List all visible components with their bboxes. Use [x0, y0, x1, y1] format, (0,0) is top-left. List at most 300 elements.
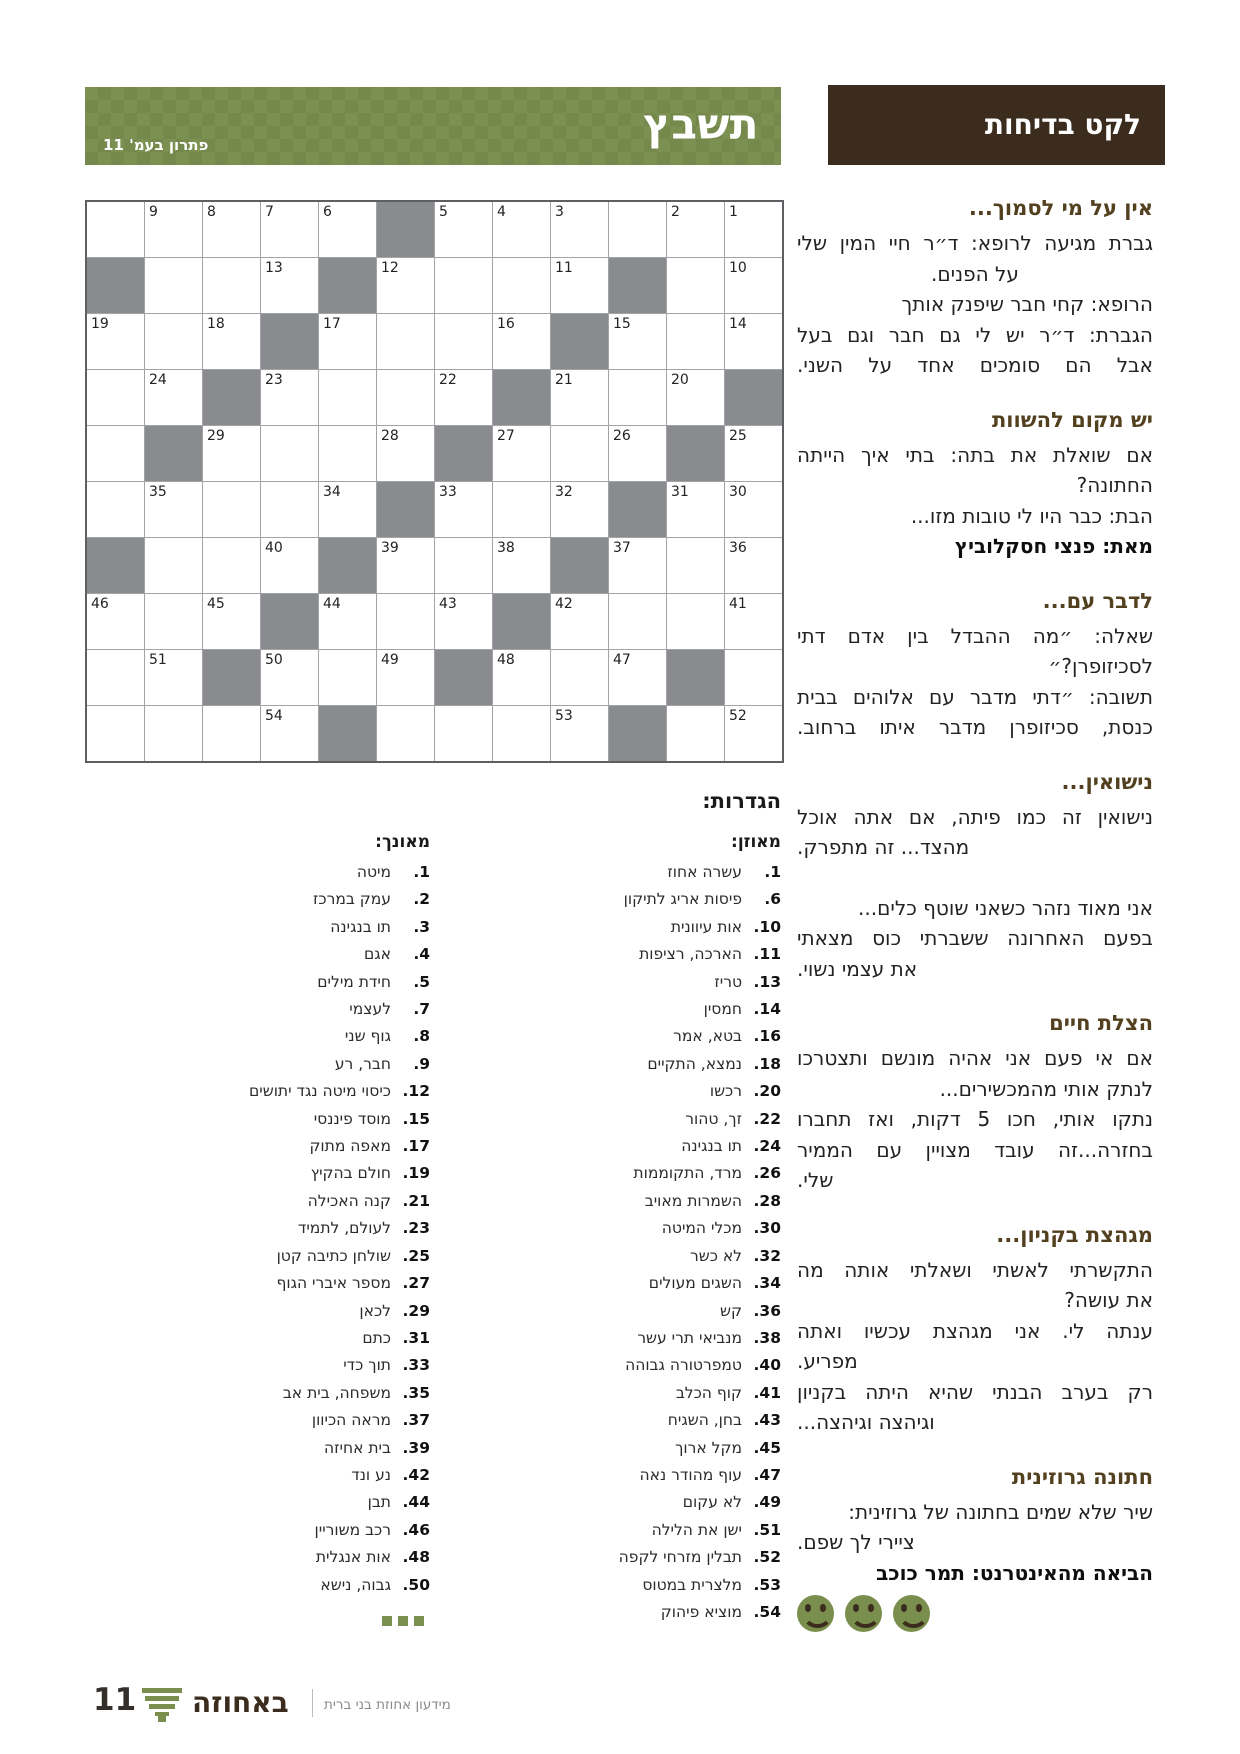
across-clue — [469, 1188, 781, 1215]
clue-text: מוסד פיננסי — [313, 1109, 391, 1128]
clue-number: 1. — [764, 863, 781, 881]
clue-text: אות אנגלית — [315, 1548, 391, 1567]
down-clue — [90, 1270, 430, 1297]
cell-number: 54 — [265, 708, 283, 724]
grid-cell — [609, 314, 666, 369]
across-clue — [469, 1572, 781, 1599]
grid-cell — [551, 482, 608, 537]
grid-cell — [261, 650, 318, 705]
down-clue — [90, 1489, 430, 1516]
grid-cell — [87, 202, 144, 257]
clue-text: תבלין מזרחי לקפה — [618, 1548, 742, 1567]
clue-number: 8. — [413, 1027, 430, 1046]
black-cell — [145, 426, 202, 481]
cell-number: 37 — [613, 540, 631, 556]
clue-number: 54. — [753, 1602, 781, 1621]
cell-number: 15 — [613, 316, 631, 332]
across-clue — [469, 914, 781, 941]
down-clue — [90, 1023, 430, 1050]
down-clue — [90, 1078, 430, 1105]
cell-number: 4 — [497, 204, 506, 220]
grid-cell — [725, 314, 782, 369]
cell-number: 23 — [265, 372, 283, 388]
joke-byline: הביאה מהאינטרנט: תמר כוכב — [876, 1560, 1153, 1585]
definitions-title: הגדרות: — [702, 789, 781, 813]
joke-line: תשובה: ״דתי מדבר עם אלוהים בבית — [797, 684, 1153, 709]
grid-cell — [609, 594, 666, 649]
clue-text: ישן את הלילה — [651, 1520, 742, 1539]
clue-number: 46. — [402, 1520, 430, 1539]
joke-title: הצלת חיים — [1049, 1011, 1153, 1035]
clue-number: 4. — [413, 945, 430, 964]
grid-cell — [203, 314, 260, 369]
clue-number: 38. — [753, 1328, 781, 1347]
clue-text: לא עקום — [682, 1493, 742, 1512]
grid-cell — [319, 650, 376, 705]
grid-cell — [551, 258, 608, 313]
joke-line: בחזרה...זה עובד מצויין עם הממיר — [797, 1137, 1153, 1162]
clue-number: 13. — [753, 972, 781, 991]
jokes-section-title: לקט בדיחות — [984, 107, 1141, 141]
clue-text: לא כשר — [689, 1246, 742, 1265]
black-cell — [261, 314, 318, 369]
clue-text: בחן, השגיח — [667, 1411, 742, 1430]
jokes-column — [797, 197, 1153, 1635]
clue-number: 29. — [402, 1301, 430, 1320]
clue-text: עמק במרכז — [313, 890, 391, 909]
cell-number: 22 — [439, 372, 457, 388]
clue-number: 48. — [402, 1548, 430, 1567]
smileys-row — [797, 1595, 1153, 1635]
clue-number: 10. — [753, 917, 781, 936]
clue-number: 17. — [402, 1137, 430, 1156]
across-clue — [469, 1160, 781, 1187]
down-clue — [90, 1544, 430, 1571]
grid-cell — [145, 314, 202, 369]
cell-number: 39 — [381, 540, 399, 556]
grid-cell — [261, 202, 318, 257]
joke-line: אבל הם סומכים אחד על השני. — [797, 353, 1153, 377]
joke-section — [797, 590, 1153, 743]
down-clue — [90, 1572, 430, 1599]
clue-number: 45. — [753, 1438, 781, 1457]
down-clue — [90, 914, 430, 941]
black-cell — [493, 594, 550, 649]
grid-cell — [725, 482, 782, 537]
across-clue — [469, 1599, 781, 1626]
joke-section — [797, 771, 1153, 985]
black-cell — [319, 258, 376, 313]
clue-text: תוך כדי — [343, 1356, 391, 1375]
grid-cell — [493, 202, 550, 257]
clue-number: 9. — [413, 1054, 430, 1073]
grid-cell — [145, 482, 202, 537]
grid-cell — [725, 426, 782, 481]
joke-line: לסכיזופרן?״ — [1048, 654, 1153, 678]
cell-number: 45 — [207, 596, 225, 612]
clue-text: פיסות אריג לתיקון — [623, 890, 742, 909]
grid-cell — [667, 314, 724, 369]
grid-cell — [435, 258, 492, 313]
cell-number: 52 — [729, 708, 747, 724]
black-cell — [551, 538, 608, 593]
joke-title: נישואין... — [1061, 769, 1153, 794]
grid-cell — [667, 538, 724, 593]
cell-number: 20 — [671, 372, 689, 388]
clue-number: 33. — [402, 1356, 430, 1375]
grid-cell — [493, 314, 550, 369]
clue-text: מרד, התקוממות — [633, 1164, 742, 1183]
grid-cell — [435, 370, 492, 425]
down-clue — [90, 941, 430, 968]
cell-number: 33 — [439, 484, 457, 500]
clue-text: עשרה אחוז — [667, 863, 742, 881]
grid-cell — [493, 650, 550, 705]
clue-text: רכב משוריין — [314, 1520, 391, 1539]
grid-cell — [319, 370, 376, 425]
clue-number: 37. — [402, 1411, 430, 1430]
grid-cell — [609, 650, 666, 705]
down-clue — [90, 1243, 430, 1270]
grid-cell — [377, 426, 434, 481]
grid-cell — [725, 706, 782, 761]
cell-number: 9 — [149, 204, 158, 220]
down-clue — [90, 1051, 430, 1078]
joke-line: רק בערב הבנתי שהיא היתה בקניון — [797, 1379, 1153, 1404]
down-clue — [90, 969, 430, 996]
grid-cell — [435, 538, 492, 593]
grid-cell — [87, 370, 144, 425]
grid-cell — [435, 314, 492, 369]
down-clue — [90, 1106, 430, 1133]
grid-cell — [725, 594, 782, 649]
cell-number: 26 — [613, 428, 631, 444]
across-clue — [469, 941, 781, 968]
cell-number: 42 — [555, 596, 573, 612]
cell-number: 3 — [555, 204, 564, 220]
clue-text: זך, טהור — [685, 1109, 742, 1128]
clue-number: 14. — [753, 1000, 781, 1019]
across-clue — [469, 1517, 781, 1544]
down-clues-column — [90, 832, 430, 1630]
grid-cell — [667, 202, 724, 257]
clue-text: קוף הכלב — [675, 1383, 742, 1402]
joke-line: נתקו אותי, חכו 5 דקות, ואז תחברו — [797, 1107, 1153, 1131]
grid-cell — [377, 258, 434, 313]
across-clue — [469, 1489, 781, 1516]
clue-number: 18. — [753, 1054, 781, 1073]
joke-section — [797, 409, 1153, 562]
joke-line: וגיהצה וגיהצה... — [797, 1410, 935, 1434]
clue-text: מספר איברי הגוף — [276, 1274, 391, 1293]
across-clues-column — [469, 832, 781, 1626]
black-cell — [261, 594, 318, 649]
across-clues-list — [469, 859, 781, 1626]
joke-line: שיר שלא שמים בחתונה של גרוזינית: — [848, 1499, 1153, 1524]
clue-number: 11. — [753, 945, 781, 964]
black-cell — [493, 370, 550, 425]
smiley-icon — [893, 1595, 930, 1632]
down-clue — [90, 1160, 430, 1187]
joke-title: מגהצת בקניון... — [996, 1222, 1153, 1247]
grid-cell — [551, 202, 608, 257]
clue-text: גוף שני — [344, 1027, 391, 1046]
crossword-grid — [85, 200, 784, 763]
page-number: 11 — [93, 1682, 137, 1718]
cell-number: 18 — [207, 316, 225, 332]
clue-text: תבן — [367, 1493, 391, 1512]
clue-text: בית אחיזה — [324, 1438, 391, 1457]
clue-text: מקל ארוך — [675, 1438, 742, 1457]
grid-cell — [261, 258, 318, 313]
cell-number: 38 — [497, 540, 515, 556]
black-cell — [87, 538, 144, 593]
cell-number: 46 — [91, 596, 109, 612]
clue-text: תו בנגינה — [681, 1137, 742, 1156]
down-clue — [90, 1380, 430, 1407]
joke-line: מפריע. — [797, 1349, 858, 1373]
down-clue — [90, 1215, 430, 1242]
cell-number: 48 — [497, 652, 515, 668]
clue-number: 7. — [413, 1000, 430, 1019]
grid-cell — [319, 426, 376, 481]
grid-cell — [377, 650, 434, 705]
cell-number: 2 — [671, 204, 680, 220]
black-cell — [551, 314, 608, 369]
grid-cell — [725, 258, 782, 313]
clue-number: 28. — [753, 1191, 781, 1210]
cell-number: 50 — [265, 652, 283, 668]
clue-number: 42. — [402, 1465, 430, 1484]
clue-number: 50. — [402, 1575, 430, 1594]
clue-text: נמצא, התקיים — [647, 1054, 742, 1073]
joke-title: יש מקום להשוות — [991, 407, 1153, 432]
grid-cell — [145, 202, 202, 257]
down-clue — [90, 859, 430, 886]
clue-text: שולחן כתיבה קטן — [276, 1246, 391, 1265]
clue-number: 43. — [753, 1411, 781, 1430]
clue-number: 6. — [764, 890, 781, 909]
clue-text: הארכה, רציפות — [639, 945, 742, 964]
grid-cell — [319, 482, 376, 537]
clue-number: 44. — [402, 1493, 430, 1512]
black-cell — [203, 370, 260, 425]
clue-text: מלצרית במטוס — [642, 1575, 742, 1594]
down-label: מאונך: — [375, 832, 430, 852]
joke-line: הבת: כבר היו לי טובות מזו... — [910, 503, 1153, 528]
cell-number: 14 — [729, 316, 747, 332]
cell-number: 51 — [149, 652, 167, 668]
clue-number: 32. — [753, 1246, 781, 1265]
joke-title: לדבר עם... — [1042, 588, 1153, 613]
clue-number: 5. — [413, 972, 430, 991]
down-clue — [90, 886, 430, 913]
cell-number: 36 — [729, 540, 747, 556]
clue-number: 39. — [402, 1438, 430, 1457]
across-clue — [469, 1380, 781, 1407]
clue-text: אות עיוונית — [670, 917, 742, 936]
clue-number: 16. — [753, 1027, 781, 1046]
cell-number: 34 — [323, 484, 341, 500]
cell-number: 7 — [265, 204, 274, 220]
joke-line: שאלה: ״מה ההבדל בין אדם דתי — [797, 623, 1153, 648]
across-clue — [469, 1352, 781, 1379]
across-clue — [469, 1078, 781, 1105]
clue-number: 22. — [753, 1109, 781, 1128]
grid-cell — [203, 426, 260, 481]
joke-line: הגברת: ד״ר יש לי גם חבר וגם בעל — [797, 322, 1153, 347]
clue-text: טמפרטורה גבוהה — [625, 1356, 742, 1375]
grid-cell — [203, 706, 260, 761]
down-clue — [90, 1407, 430, 1434]
black-cell — [667, 650, 724, 705]
clue-text: נע ונד — [351, 1465, 391, 1484]
black-cell — [725, 370, 782, 425]
joke-line: אני מאוד נזהר כשאני שוטף כלים... — [858, 895, 1153, 920]
clue-text: חמסין — [703, 1000, 742, 1019]
clue-number: 25. — [402, 1246, 430, 1265]
clue-text: לכאן — [359, 1301, 391, 1320]
across-clue — [469, 1270, 781, 1297]
across-clue — [469, 1298, 781, 1325]
joke-line: כנסת, סכיזופרן מדבר איתו ברחוב. — [797, 715, 1153, 739]
clue-text: מכלי המיטה — [661, 1219, 742, 1238]
black-cell — [203, 650, 260, 705]
across-clue — [469, 1325, 781, 1352]
grid-cell — [87, 426, 144, 481]
grid-cell — [435, 202, 492, 257]
black-cell — [319, 706, 376, 761]
grid-cell — [145, 594, 202, 649]
clue-number: 12. — [402, 1082, 430, 1101]
clue-text: טריז — [714, 972, 742, 991]
grid-cell — [551, 426, 608, 481]
down-clue — [90, 1133, 430, 1160]
grid-cell — [87, 594, 144, 649]
black-cell — [435, 426, 492, 481]
clue-number: 23. — [402, 1219, 430, 1238]
across-clue — [469, 1435, 781, 1462]
grid-cell — [203, 482, 260, 537]
joke-line: בפעם האחרונה ששברתי כוס מצאתי — [797, 926, 1153, 950]
grid-cell — [435, 706, 492, 761]
clue-number: 35. — [402, 1383, 430, 1402]
clue-text: לעצמי — [349, 1000, 391, 1019]
joke-section — [797, 197, 1153, 381]
cell-number: 11 — [555, 260, 573, 276]
grid-cell — [145, 706, 202, 761]
cell-number: 53 — [555, 708, 573, 724]
across-clue — [469, 1051, 781, 1078]
joke-line: את עצמי נשוי. — [797, 956, 918, 981]
grid-cell — [319, 594, 376, 649]
joke-line: ענתה לי. אני מגהצת עכשיו ואתה — [797, 1318, 1153, 1343]
down-clue — [90, 1435, 430, 1462]
cell-number: 5 — [439, 204, 448, 220]
joke-line: מהצד... זה מתפרק. — [797, 835, 970, 859]
clue-number: 53. — [753, 1575, 781, 1594]
cell-number: 21 — [555, 372, 573, 388]
clue-text: חידת מילים — [317, 972, 391, 991]
down-clue — [90, 1188, 430, 1215]
clue-text: מראה הכיוון — [311, 1411, 391, 1430]
menorah-logo-icon — [141, 1687, 183, 1727]
grid-cell — [667, 706, 724, 761]
clue-text: לעולם, לתמיד — [297, 1219, 391, 1238]
clue-text: מאפה מתוק — [309, 1137, 391, 1156]
cell-number: 49 — [381, 652, 399, 668]
grid-cell — [145, 650, 202, 705]
cell-number: 43 — [439, 596, 457, 612]
clue-number: 24. — [753, 1137, 781, 1156]
grid-cell — [609, 202, 666, 257]
brand-name: באחוזה — [192, 1686, 289, 1719]
clue-number: 27. — [402, 1274, 430, 1293]
joke-line: על הפנים. — [931, 261, 1019, 286]
smiley-icon — [845, 1595, 882, 1632]
cell-number: 6 — [323, 204, 332, 220]
joke-line: נישואין זה כמו פיתה, אם אתה אוכל — [797, 804, 1153, 829]
black-cell — [435, 650, 492, 705]
clue-text: בטא, אמר — [673, 1027, 742, 1046]
clue-text: מיטה — [356, 863, 391, 881]
grid-cell — [609, 426, 666, 481]
clue-number: 52. — [753, 1548, 781, 1567]
clue-number: 3. — [413, 917, 430, 936]
grid-cell — [435, 482, 492, 537]
down-clue — [90, 996, 430, 1023]
grid-cell — [435, 594, 492, 649]
grid-cell — [261, 426, 318, 481]
clue-number: 30. — [753, 1219, 781, 1238]
joke-line: גברת מגיעה לרופא: ד״ר חיי המין שלי — [797, 231, 1153, 255]
cell-number: 8 — [207, 204, 216, 220]
joke-byline: מאת: פנצי חסקלוביץ — [954, 534, 1153, 558]
cell-number: 30 — [729, 484, 747, 500]
across-clue — [469, 969, 781, 996]
joke-line: החתונה? — [1076, 473, 1153, 497]
clue-number: 41. — [753, 1383, 781, 1402]
cell-number: 17 — [323, 316, 341, 332]
grid-cell — [203, 258, 260, 313]
grid-cell — [609, 538, 666, 593]
joke-line: ציירי לך שפם. — [797, 1530, 915, 1554]
across-clue — [469, 1023, 781, 1050]
cell-number: 35 — [149, 484, 167, 500]
cell-number: 13 — [265, 260, 283, 276]
joke-line: שלי. — [797, 1168, 834, 1192]
grid-cell — [551, 650, 608, 705]
joke-line: את עושה? — [1064, 1288, 1153, 1312]
clue-text: השגים מעולים — [648, 1274, 742, 1293]
grid-cell — [725, 538, 782, 593]
grid-cell — [377, 594, 434, 649]
grid-cell — [377, 314, 434, 369]
down-clues-list — [90, 859, 430, 1599]
solution-page-note: פתרון בעמ' 11 — [103, 136, 209, 154]
clue-text: אגם — [363, 945, 391, 964]
cell-number: 40 — [265, 540, 283, 556]
grid-cell — [551, 706, 608, 761]
joke-line: אם אי פעם אני אהיה מונשם ותצטרכו — [797, 1046, 1153, 1070]
cell-number: 31 — [671, 484, 689, 500]
grid-cell — [377, 706, 434, 761]
clue-number: 2. — [413, 890, 430, 909]
clue-text: כתם — [362, 1328, 391, 1347]
clue-text: השמרות מאויב — [644, 1191, 742, 1210]
across-clue — [469, 1243, 781, 1270]
crossword-banner — [85, 87, 781, 165]
